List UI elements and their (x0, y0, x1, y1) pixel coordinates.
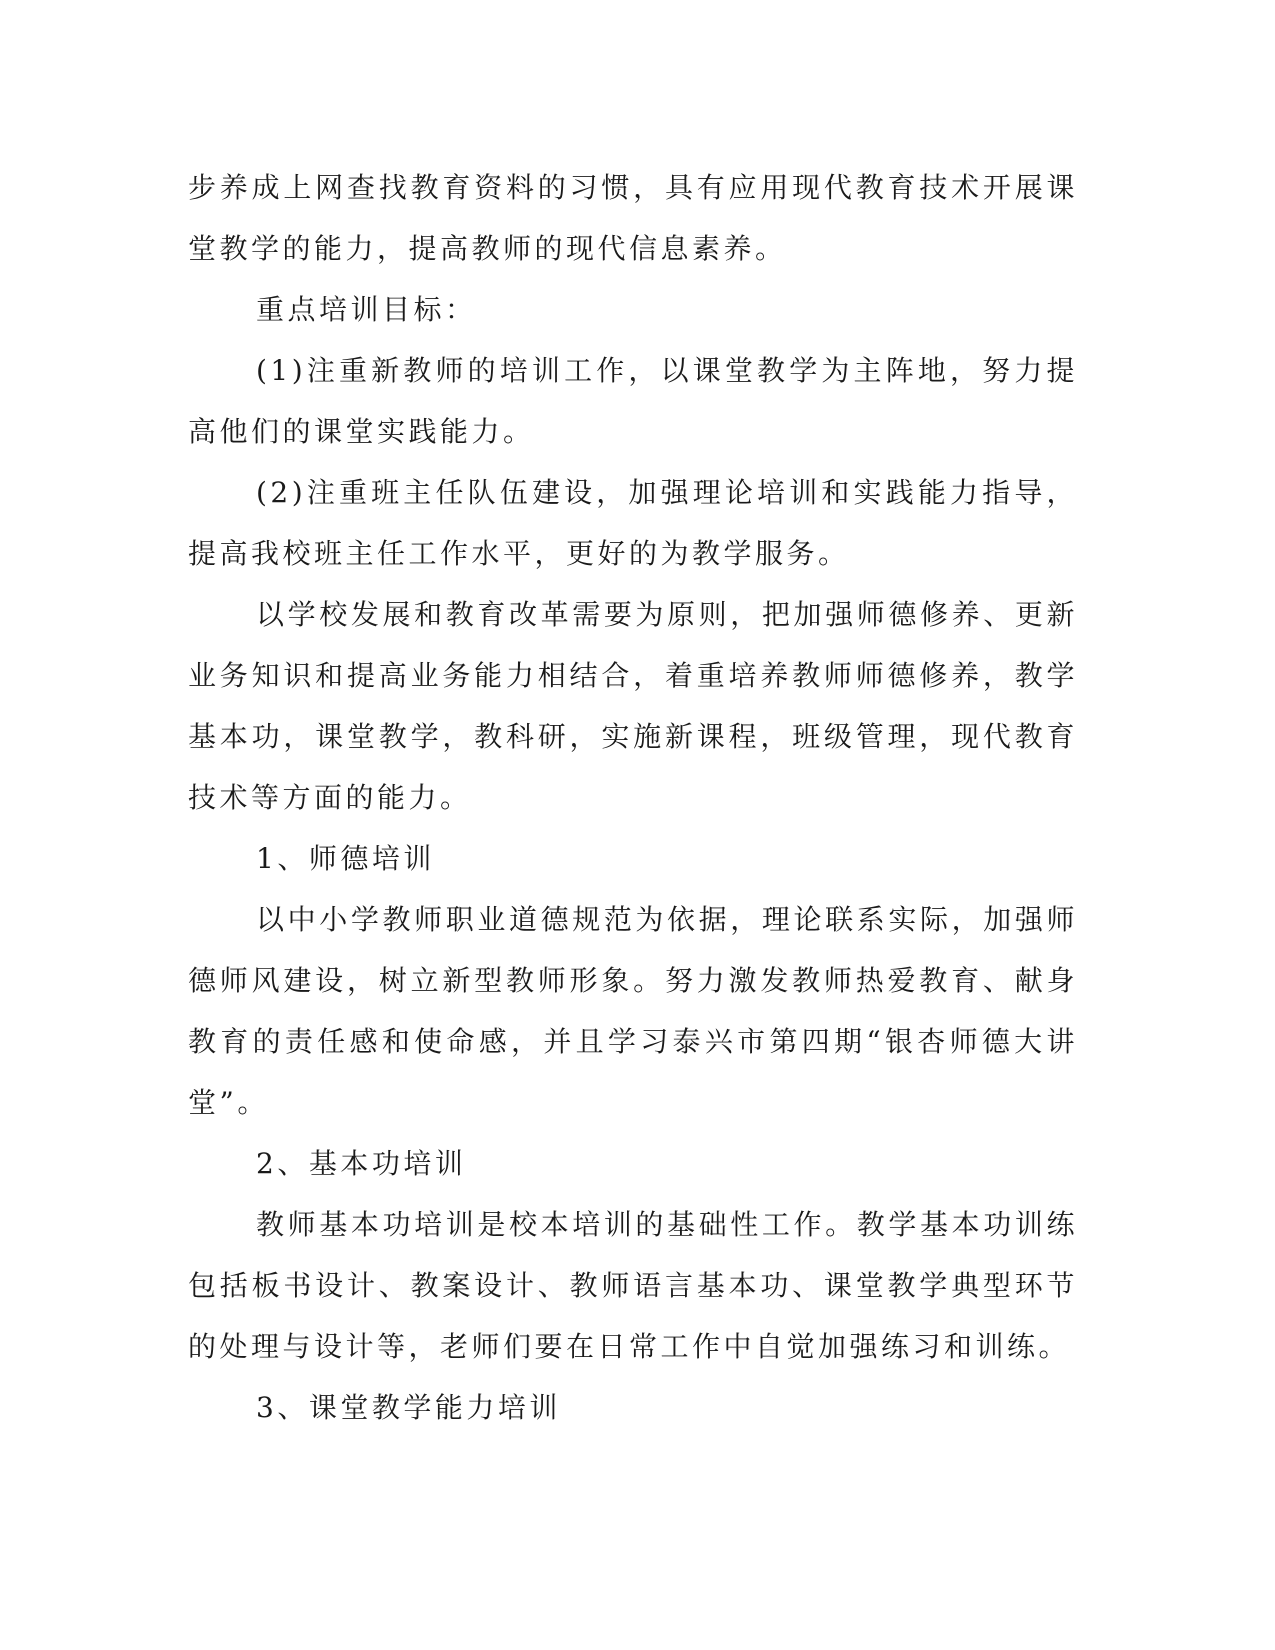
section-heading-basic-skills-training: 2、基本功培训 (256, 1147, 467, 1180)
ethics-training-paragraph: 以中小学教师职业道德规范为依据，理论联系实际，加强师德师风建设，树立新型教师形象。努力激发教师热爱教育、献身教育的责任感和使命感，并且学习泰兴市第四期“银杏师德大讲堂”。 (188, 903, 1078, 1119)
heading-key-training-goals: 重点培训目标： (256, 293, 477, 326)
principle-paragraph: 以学校发展和教育改革需要为原则，把加强师德修养、更新业务知识和提高业务能力相结合，着重培养教师师德修养，教学基本功，课堂教学，教科研，实施新课程，班级管理，现代教育技术等方面的能力。 (188, 598, 1078, 814)
goal-item-1: (1)注重新教师的培训工作，以课堂教学为主阵地，努力提高他们的课堂实践能力。 (188, 354, 1078, 448)
paragraph-continuation: 步养成上网查找教育资料的习惯，具有应用现代教育技术开展课堂教学的能力，提高教师的现代信息素养。 (188, 171, 1078, 265)
section-heading-classroom-teaching-training: 3、课堂教学能力培训 (256, 1391, 561, 1424)
document-body (188, 157, 1078, 1438)
section-heading-ethics-training: 1、师德培训 (256, 842, 435, 875)
goal-item-2: (2)注重班主任队伍建设，加强理论培训和实践能力指导，提高我校班主任工作水平，更好的为教学服务。 (188, 476, 1078, 570)
basic-skills-paragraph: 教师基本功培训是校本培训的基础性工作。教学基本功训练包括板书设计、教案设计、教师语言基本功、课堂教学典型环节的处理与设计等，老师们要在日常工作中自觉加强练习和训练。 (188, 1208, 1078, 1363)
